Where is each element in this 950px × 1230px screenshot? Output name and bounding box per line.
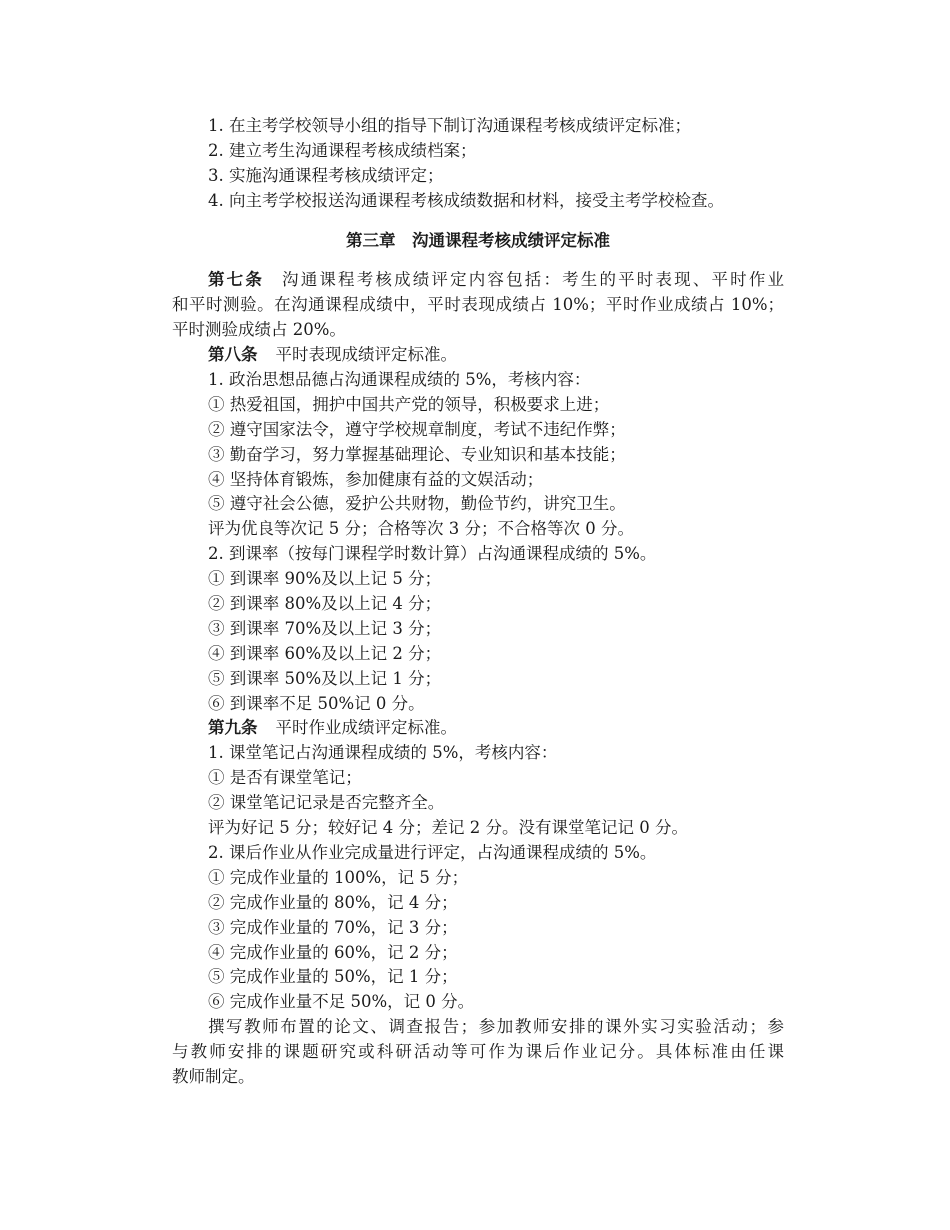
duty-item-3: 3. 实施沟通课程考核成绩评定；	[208, 165, 444, 185]
article-9-item-2: 2. 课后作业从作业完成量进行评定，占沟通课程成绩的 5%。	[208, 842, 657, 862]
article-9-heading	[172, 716, 784, 741]
article-9-text: 平时作业成绩评定标准。	[275, 718, 457, 738]
article-8-criterion-5: ⑤ 遵守社会公德，爱护公共财物，勤俭节约，讲究卫生。	[208, 494, 626, 514]
article-9-paragraph-line-2: 与教师安排的课题研究或科研活动等可作为课后作业记分。具体标准由任课	[172, 1042, 784, 1062]
homework-rule-4: ④ 完成作业量的 60%，记 2 分；	[208, 942, 458, 962]
article-8-criterion-1: ① 热爱祖国，拥护中国共产党的领导，积极要求上进；	[208, 394, 610, 414]
notes-criterion-1: ① 是否有课堂笔记；	[208, 768, 362, 788]
article-7-line-1	[172, 268, 784, 293]
article-7-text: 沟通课程考核成绩评定内容包括：考生的平时表现、平时作业	[282, 270, 785, 290]
article-7-line-3: 平时测验成绩占 20%。	[172, 320, 346, 340]
article-8-criterion-2: ② 遵守国家法令，遵守学校规章制度，考试不违纪作弊；	[208, 419, 626, 439]
article-8-item-1: 1. 政治思想品德占沟通课程成绩的 5%，考核内容：	[208, 370, 591, 390]
duty-item-2: 2. 建立考生沟通课程考核成绩档案；	[208, 140, 477, 160]
attendance-rule-3: ③ 到课率 70%及以上记 3 分；	[208, 618, 442, 638]
chapter-title: 第三章 沟通课程考核成绩评定标准	[346, 230, 610, 250]
attendance-rule-5: ⑤ 到课率 50%及以上记 1 分；	[208, 668, 442, 688]
article-7-line-2: 和平时测验。在沟通课程成绩中，平时表现成绩占 10%；平时作业成绩占 10%；	[172, 295, 784, 315]
article-9-paragraph-line-1: 撰写教师布置的论文、调查报告；参加教师安排的课外实习实验活动；参	[208, 1017, 784, 1037]
article-8-text: 平时表现成绩评定标准。	[275, 345, 457, 365]
article-9-grading: 评为好记 5 分；较好记 4 分；差记 2 分。没有课堂笔记记 0 分。	[208, 818, 688, 838]
homework-rule-5: ⑤ 完成作业量的 50%，记 1 分；	[208, 967, 458, 987]
homework-rule-6: ⑥ 完成作业量不足 50%，记 0 分。	[208, 992, 475, 1012]
article-8-heading	[172, 343, 784, 368]
homework-rule-3: ③ 完成作业量的 70%，记 3 分；	[208, 917, 458, 937]
document-body	[172, 114, 784, 1090]
homework-rule-1: ① 完成作业量的 100%，记 5 分；	[208, 867, 469, 887]
attendance-rule-4: ④ 到课率 60%及以上记 2 分；	[208, 643, 442, 663]
article-9-item-1: 1. 课堂笔记占沟通课程成绩的 5%，考核内容：	[208, 743, 558, 763]
article-8-criterion-4: ④ 坚持体育锻炼，参加健康有益的文娱活动；	[208, 469, 544, 489]
duty-item-4: 4. 向主考学校报送沟通课程考核成绩数据和材料，接受主考学校检查。	[208, 190, 724, 210]
attendance-rule-6: ⑥ 到课率不足 50%记 0 分。	[208, 693, 425, 713]
article-8-label: 第八条	[208, 345, 258, 365]
duty-item-1: 1. 在主考学校领导小组的指导下制订沟通课程考核成绩评定标准；	[208, 116, 691, 135]
attendance-rule-2: ② 到课率 80%及以上记 4 分；	[208, 594, 442, 614]
homework-rule-2: ② 完成作业量的 80%，记 4 分；	[208, 892, 458, 912]
attendance-rule-1: ① 到课率 90%及以上记 5 分；	[208, 569, 442, 589]
article-9-paragraph-line-3: 教师制定。	[172, 1066, 255, 1086]
article-8-criterion-3: ③ 勤奋学习，努力掌握基础理论、专业知识和基本技能；	[208, 444, 626, 464]
notes-criterion-2: ② 课堂笔记记录是否完整齐全。	[208, 793, 445, 813]
article-9-label: 第九条	[208, 718, 258, 738]
article-8-grading: 评为优良等次记 5 分；合格等次 3 分；不合格等次 0 分。	[208, 519, 634, 539]
article-7-label: 第七条	[208, 270, 265, 290]
article-8-item-2: 2. 到课率（按每门课程学时数计算）占沟通课程成绩的 5%。	[208, 544, 657, 564]
